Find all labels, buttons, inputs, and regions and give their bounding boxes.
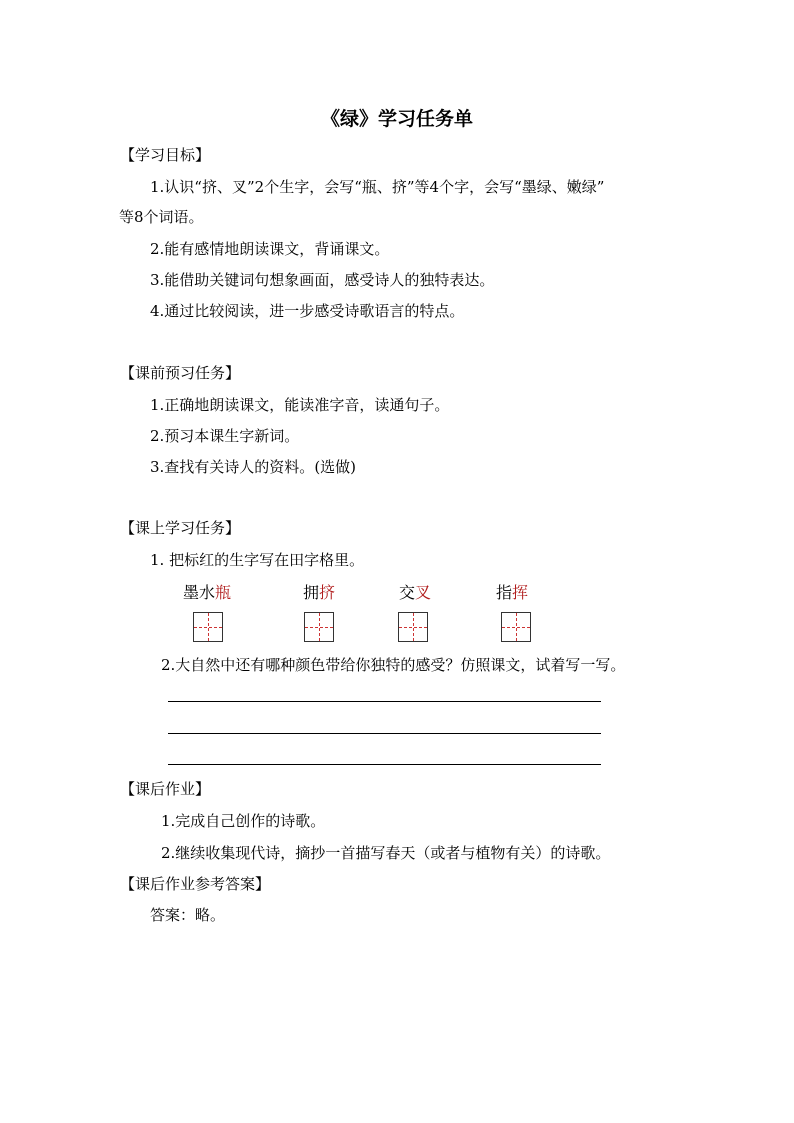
word-3-plain: 交 [399, 583, 416, 602]
preview-item-2: 2.预习本课生字新词。 [150, 427, 300, 445]
writing-line-3[interactable] [168, 764, 601, 765]
preview-item-1: 1.正确地朗读课文，能读准字音，读通句子。 [150, 396, 450, 414]
word-3-red: 叉 [415, 583, 432, 602]
inclass-heading: 【课上学习任务】 [120, 519, 241, 537]
homework-item-1: 1.完成自己创作的诗歌。 [161, 812, 326, 830]
word-4-red: 挥 [512, 583, 529, 602]
answers-heading: 【课后作业参考答案】 [120, 875, 271, 893]
inclass-task-1: 1. 把标红的生字写在田字格里。 [150, 551, 365, 569]
tianzige-box-4[interactable] [501, 612, 531, 642]
goal-item-3: 3.能借助关键词句想象画面，感受诗人的独特表达。 [150, 271, 495, 289]
goals-heading: 【学习目标】 [120, 146, 211, 164]
page-title: 《绿》学习任务单 [320, 108, 473, 130]
goal-item-2: 2.能有感情地朗读课文，背诵课文。 [150, 240, 390, 258]
word-1 [183, 580, 231, 603]
homework-item-2: 2.继续收集现代诗，摘抄一首描写春天（或者与植物有关）的诗歌。 [161, 844, 611, 862]
word-4-plain: 指 [496, 583, 513, 602]
homework-heading: 【课后作业】 [120, 780, 211, 798]
word-2-plain: 拥 [303, 583, 320, 602]
preview-item-3: 3.查找有关诗人的资料。(选做) [150, 458, 357, 476]
answers-text: 答案：略。 [150, 906, 226, 924]
word-4 [496, 580, 528, 603]
goal-item-4: 4.通过比较阅读，进一步感受诗歌语言的特点。 [150, 302, 465, 320]
word-1-red: 瓶 [215, 583, 232, 602]
tianzige-box-1[interactable] [193, 612, 223, 642]
word-2-red: 挤 [319, 583, 336, 602]
writing-line-1[interactable] [168, 701, 601, 702]
goal-item-1: 1.认识“挤、叉”2个生字，会写“瓶、挤”等4个字，会写“墨绿、嫩绿” [150, 178, 605, 196]
goal-item-1-continued: 等8个词语。 [119, 208, 204, 226]
word-3 [399, 580, 431, 603]
word-1-plain: 墨水 [183, 583, 216, 602]
preview-heading: 【课前预习任务】 [120, 364, 241, 382]
inclass-task-2: 2.大自然中还有哪种颜色带给你独特的感受？仿照课文，试着写一写。 [161, 656, 626, 674]
word-2 [303, 580, 335, 603]
tianzige-box-2[interactable] [304, 612, 334, 642]
tianzige-box-3[interactable] [398, 612, 428, 642]
writing-line-2[interactable] [168, 733, 601, 734]
